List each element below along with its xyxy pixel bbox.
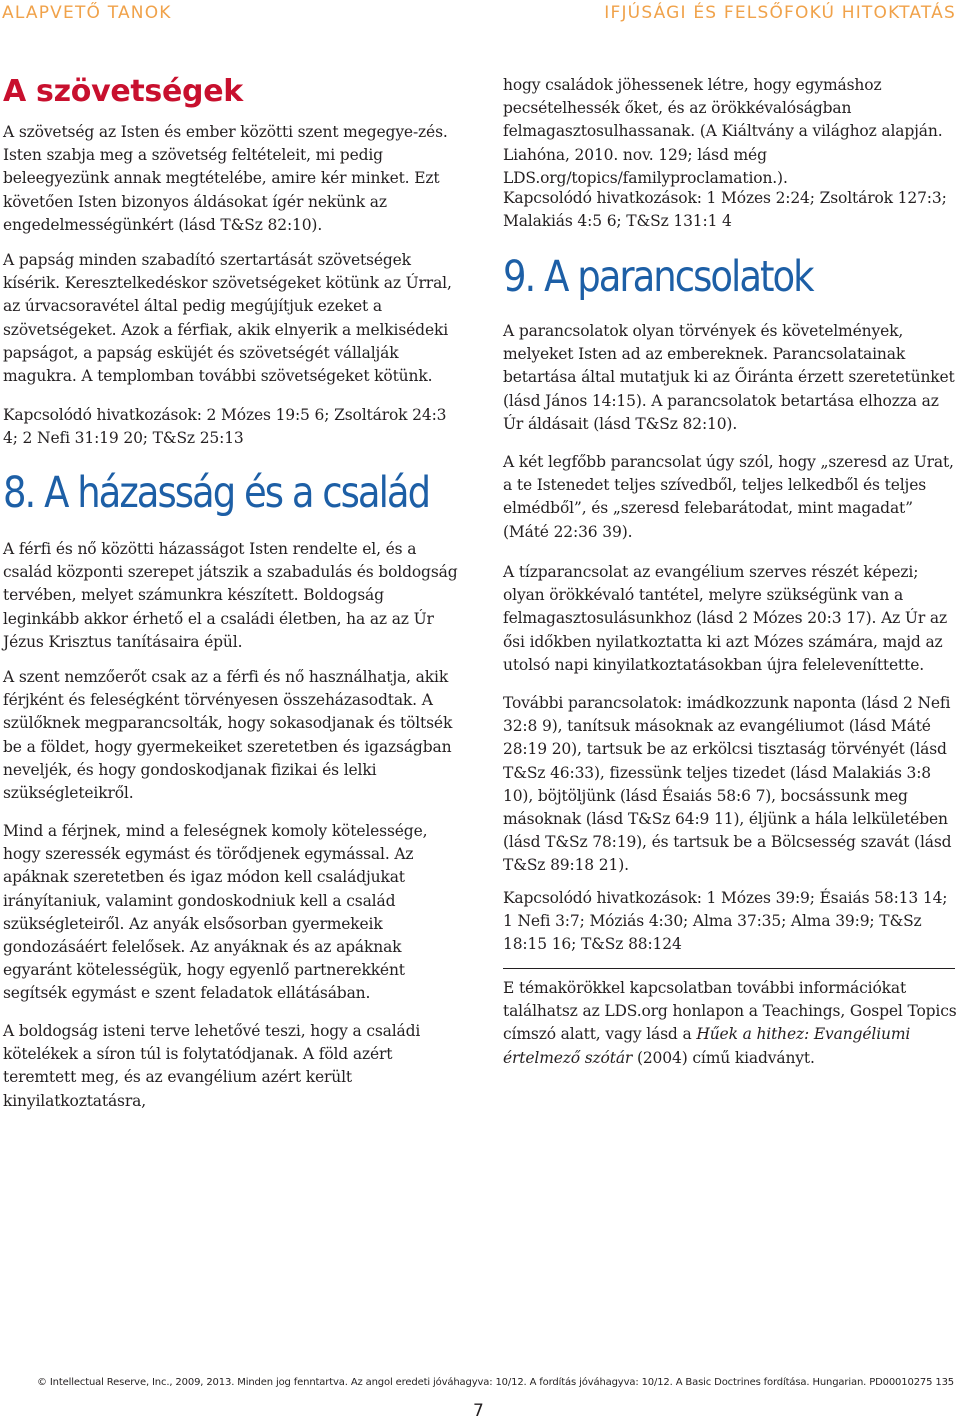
- covenants-related-refs: Kapcsolódó hivatkozások: 2 Mózes 19:5 6; Zsoltárok 24:3 4; 2 Nefi 31:19 20; T&Sz 25:13: [3, 406, 447, 448]
- commandments-paragraph-2: A két legfőbb parancsolat úgy szól, hogy „szeresd az Urat, a te Istenedet teljes szívedből, teljes lelkedből és teljes elmédből”, és „szeresd felebarátodat, mint magadat” (Máté 22:36 39).: [503, 453, 954, 541]
- marriage-paragraph-1: A férfi és nő közötti házasságot Isten rendelte el, és a család központi szerepet játszik a szabadulás és boldogság tervében, melyet számunkra készített. Boldogság leginkább akkor érhető el a családi életben, ha az az Úr Jézus Krisztus tanításaira épül.: [3, 540, 458, 651]
- footer-copyright: © Intellectual Reserve, Inc., 2009, 2013. Minden jog fenntartva. Az angol eredeti jóváhagyva: 10/12. A fordítás jóváhagyva: 10/12. A Basic Doctrines fordítása. Hungarian. PD00010275 135: [36, 1377, 954, 1388]
- more-info-title: Hűek a hithez: Evangéliumi értelmező szótár: [503, 1025, 911, 1067]
- covenants-paragraph-2: A papság minden szabadító szertartását szövetségek kísérik. Keresztelkedéskor szövetségeket kötünk az Úrral, az úrvacsoravétel által pedig megújítjuk ezeket a szövetségeket. Azok a férfiak, akik elnyerik a melkisédeki papságot, a papság esküjét és szövetségét vállalják magukra. A templomban további szövetségeket kötünk.: [3, 251, 452, 386]
- header-left: ALAPVETŐ TANOK: [2, 3, 172, 23]
- marriage-paragraph-3: Mind a férjnek, mind a feleségnek komoly kötelessége, hogy szeressék egymást és törődjenek egymással. Az apáknak szeretetben és igaz módon kell családjukat irányítaniuk, valamint gondoskodniuk kell a család szükségleteiről. Az anyák elsősorban gyermekeik gondozásáért felelősek. Az anyáknak és az apáknak egyaránt kötelességük, hogy egyenlő partnerekként segítsék egymást e szent feladatok ellátásában.: [3, 822, 428, 1003]
- covenants-paragraph-1: A szövetség az Isten és ember közötti szent megegye-zés. Isten szabja meg a szövetség feltételeit, mi pedig beleegyezünk annak megtételébe, amire kér minket. Ezt követően Isten bizonyos áldásokat ígér nekünk az engedelmességünkért (lásd T&Sz 82:10).: [3, 123, 448, 234]
- more-info-text-end: (2004) című kiadványt.: [632, 1048, 815, 1067]
- marriage-paragraph-4: A boldogság isteni terve lehetővé teszi, hogy a családi kötelékek a síron túl is folytatódjanak. A föld azért teremtett meg, és az evangélium azért került kinyilatkoztatásra,: [3, 1022, 421, 1110]
- continuation-text: hogy családok jöhessenek létre, hogy egymáshoz pecsételhessék őket, és az örökkévalóságban felmagasztosulhassanak. (A Kiáltvány a világhoz alapján. Liahóna, 2010. nov. 129; lásd még LDS.org/topics/familyproclamation.).: [503, 76, 943, 187]
- marriage-related-refs: Kapcsolódó hivatkozások: 1 Mózes 2:24; Zsoltárok 127:3; Malakiás 4:5 6; T&Sz 131:1 4: [503, 189, 947, 231]
- more-info-text: E témakörökkel kapcsolatban további információkat találhatsz az LDS.org honlapon a Teachings, Gospel Topics címszó alatt, vagy lásd a: [503, 979, 957, 1044]
- commandments-paragraph-4: További parancsolatok: imádkozzunk naponta (lásd 2 Nefi 32:8 9), tanítsuk másoknak az evangéliumot (lásd Máté 28:19 20), tartsuk be az erkölcsi tisztaság törvényét (lásd T&Sz 46:33), fizessünk teljes tizedet (lásd Malakiás 3:8 10), böjtöljünk (lásd Ésaiás 58:6 7), bocsássunk meg másoknak (lásd T&Sz 64:9 11), éljünk a hála lelkületében (lásd T&Sz 78:19), és tartsuk be a Bölcsesség szavát (lásd T&Sz 89:18 21).: [503, 694, 952, 875]
- marriage-paragraph-2: A szent nemzőerőt csak az a férfi és nő használhatja, akik férjként és feleségként törvényesen összeházasodtak. A szülőknek megparancsolták, hogy sokasodjanak és töltsék be a földet, hogy gyermekeiket szeretetben és igazságban neveljék, és hogy gondoskodjanak fizikai és lelki szükségleteikről.: [3, 668, 453, 803]
- commandments-related-refs: Kapcsolódó hivatkozások: 1 Mózes 39:9; Ésaiás 58:13 14; 1 Nefi 3:7; Móziás 4:30; Alma 37:35; Alma 39:9; T&Sz 18:15 16; T&Sz 88:124: [503, 889, 948, 954]
- page-number: 7: [473, 1401, 484, 1421]
- section-title-marriage-family: 8. A házasság és a család: [3, 468, 430, 518]
- header-right: IFJÚSÁGI ÉS FELSŐFOKÚ HITOKTATÁS: [604, 3, 956, 23]
- more-info-paragraph: [503, 977, 958, 1070]
- section-title-covenants: A szövetségek: [3, 74, 243, 109]
- divider-rule: [503, 968, 955, 969]
- section-title-commandments: 9. A parancsolatok: [503, 252, 813, 302]
- commandments-paragraph-3: A tízparancsolat az evangélium szerves részét képezi; olyan örökkévaló tantétel, melyre szükségünk van a felmagasztosulásunkhoz (lásd 2 Mózes 20:3 17). Az Úr az ősi időkben nyilatkoztatta ki azt Mózes számára, majd az utolsó napi kinyilatkoztatásokban újra feleleveníttette.: [503, 563, 947, 674]
- commandments-paragraph-1: A parancsolatok olyan törvények és követelmények, melyeket Isten ad az embereknek. Parancsolatainak betartása által mutatjuk ki az Őiránta érzett szeretetünket (lásd János 14:15). A parancsolatok betartása elhozza az Úr áldásait (lásd T&Sz 82:10).: [503, 322, 955, 433]
- marriage-continuation: [503, 74, 958, 190]
